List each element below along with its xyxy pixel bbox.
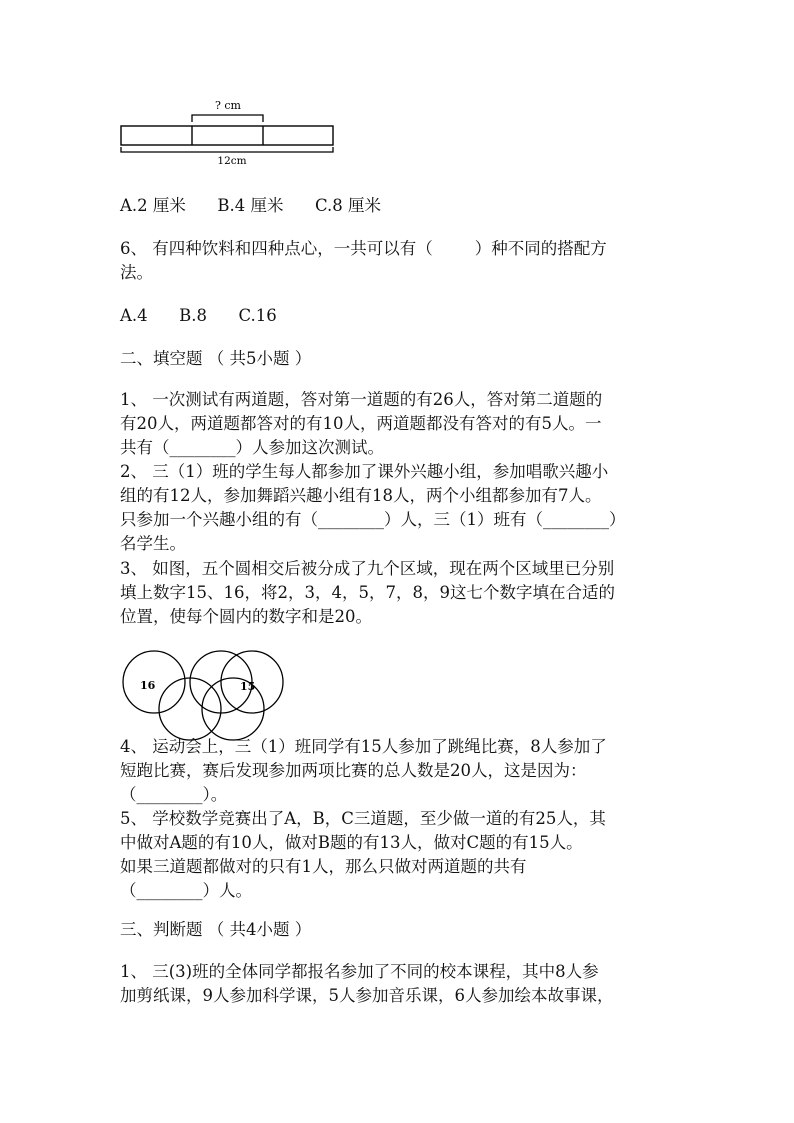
strip-rect [121,126,333,145]
top-brace [192,115,263,122]
circle-label-16: 16 [140,679,156,692]
s2-q3-line-2: 填上数字15、16，将2，3，4，5，7，8，9这七个数字填在合适的 [120,583,615,602]
strip-top-label: ? cm [215,99,241,112]
s2-q2-line-1: 2、 三（1）班的学生每人都参加了课外兴趣小组，参加唱歌兴趣小 [120,462,609,481]
s2-q5-line-1: 5、 学校数学竞赛出了A，B，C三道题，至少做一道的有25人，其 [120,809,606,828]
section-2-title: 二、填空题 （ 共5小题 ） [120,349,312,368]
s2-q5-line-4: （________）人。 [120,881,252,900]
strip-bottom-label: 12cm [217,155,247,167]
circle-label-15: 15 [240,680,256,693]
s2-q2-line-3: 只参加一个兴趣小组的有（________）人，三（1）班有（________） [120,510,626,529]
q6-options: A.4 B.8 C.16 [120,306,277,325]
section-3-title: 三、判断题 （ 共4小题 ） [120,920,312,939]
s2-q4-line-3: （________）。 [120,785,228,804]
strip-diagram [118,98,338,168]
q6-line-2: 法。 [120,263,153,282]
s3-q1-line-2: 加剪纸课，9人参加科学课，5人参加音乐课，6人参加绘本故事课， [120,986,614,1005]
s2-q2-line-2: 组的有12人，参加舞蹈兴趣小组有18人，两个小组都参加有7人。 [120,486,602,505]
s2-q1-line-3: 共有（________）人参加这次测试。 [120,438,384,457]
q5-options: A.2 厘米 B.4 厘米 C.8 厘米 [120,196,381,215]
s2-q3-line-1: 3、 如图，五个圆相交后被分成了九个区域，现在两个区域里已分别 [120,559,615,578]
s3-q1-line-1: 1、 三(3)班的全体同学都报名参加了不同的校本课程，其中8人参 [120,962,599,981]
s2-q2-line-4: 名学生。 [120,534,186,553]
s2-q3-line-3: 位置，使每个圆内的数字和是20。 [120,607,372,626]
s2-q4-line-1: 4、 运动会上，三（1）班同学有15人参加了跳绳比赛，8人参加了 [120,737,607,756]
s2-q1-line-2: 有20人，两道题都答对的有10人，两道题都没有答对的有5人。一 [120,414,602,433]
s2-q4-line-2: 短跑比赛，赛后发现参加两项比赛的总人数是20人，这是因为： [120,761,587,780]
bottom-brace [121,147,333,152]
s2-q5-line-2: 中做对A题的有10人，做对B题的有13人，做对C题的有15人。 [120,833,583,852]
five-circles-diagram [118,645,290,745]
q6-line-1: 6、 有四种饮料和四种点心，一共可以有（ ）种不同的搭配方 [120,239,607,258]
s2-q1-line-1: 1、 一次测试有两道题，答对第一道题的有26人，答对第二道题的 [120,390,603,409]
s2-q5-line-3: 如果三道题都做对的只有1人，那么只做对两道题的共有 [120,857,527,876]
